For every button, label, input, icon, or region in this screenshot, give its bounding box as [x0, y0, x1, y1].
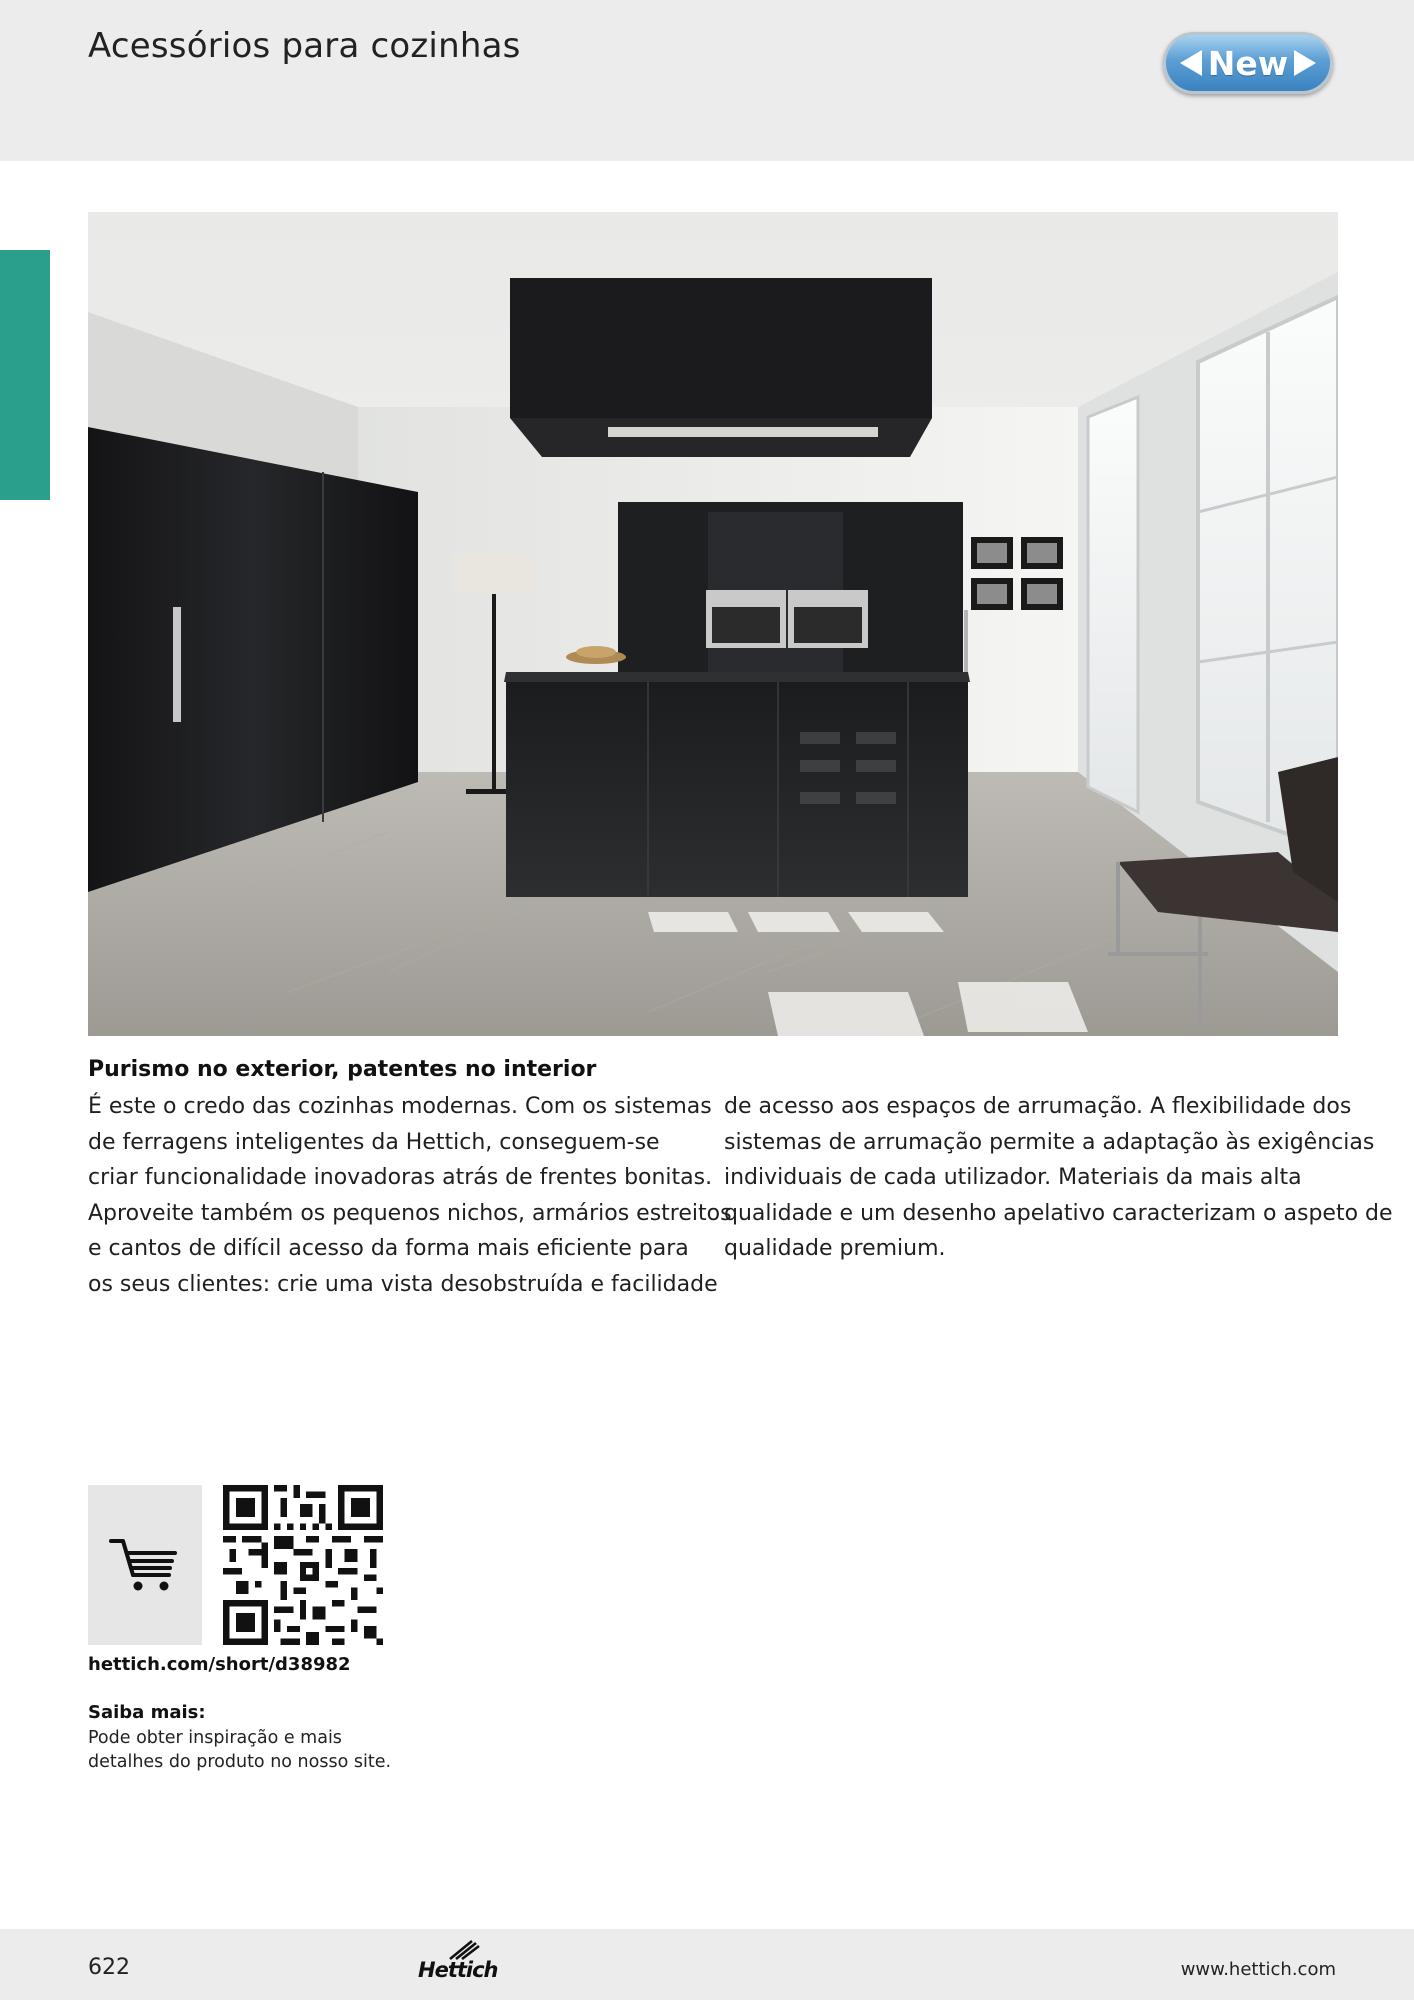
hettich-logo: [418, 1938, 498, 1984]
qr-code-icon[interactable]: [223, 1485, 383, 1645]
learn-more-title: Saiba mais:: [88, 1702, 206, 1723]
body-line: sistemas de arrumação permite a adaptação às exigências: [724, 1129, 1375, 1155]
article-subheading: Purismo no exterior, patentes no interior: [88, 1057, 597, 1082]
page-number: 622: [88, 1955, 130, 1980]
learn-more-line: detalhes do produto no nosso site.: [88, 1752, 392, 1772]
arrow-left-icon: [1180, 50, 1202, 76]
body-line: de ferragens inteligentes da Hettich, conseguem-se: [88, 1129, 660, 1155]
website-link[interactable]: www.hettich.com: [1180, 1959, 1336, 1980]
body-line: os seus clientes: crie uma vista desobstruída e facilidade: [88, 1271, 718, 1297]
body-line: Aproveite também os pequenos nichos, armários estreitos: [88, 1200, 732, 1226]
logo-stripes-icon: [448, 1938, 480, 1960]
brand-name: Hettich: [418, 1958, 498, 1982]
body-line: qualidade premium.: [724, 1236, 946, 1261]
section-tab-marker: [0, 250, 50, 500]
body-line: criar funcionalidade inovadoras atrás de frentes bonitas.: [88, 1165, 713, 1190]
body-line: É este o credo das cozinhas modernas. Com os sistemas: [88, 1094, 712, 1119]
arrow-right-icon: [1294, 50, 1316, 76]
new-badge-label: New: [1207, 43, 1289, 83]
body-line: de acesso aos espaços de arrumação. A flexibilidade dos: [724, 1094, 1352, 1119]
body-line: e cantos de difícil acesso da forma mais eficiente para: [88, 1236, 689, 1261]
learn-more-text: [88, 1726, 391, 1774]
new-badge: [1163, 32, 1333, 94]
short-url-link[interactable]: hettich.com/short/d38982: [88, 1654, 351, 1675]
body-line: individuais de cada utilizador. Materiais da mais alta: [724, 1165, 1302, 1190]
learn-more-line: Pode obter inspiração e mais: [88, 1728, 342, 1748]
cart-icon: [109, 1537, 181, 1593]
article-body-left: [88, 1089, 732, 1302]
kitchen-photo: [88, 212, 1338, 1036]
page-title: Acessórios para cozinhas: [88, 26, 521, 66]
body-line: qualidade e um desenho apelativo caracterizam o aspeto de: [724, 1200, 1393, 1226]
article-body-right: [724, 1089, 1393, 1267]
shop-link-box[interactable]: [88, 1485, 202, 1645]
